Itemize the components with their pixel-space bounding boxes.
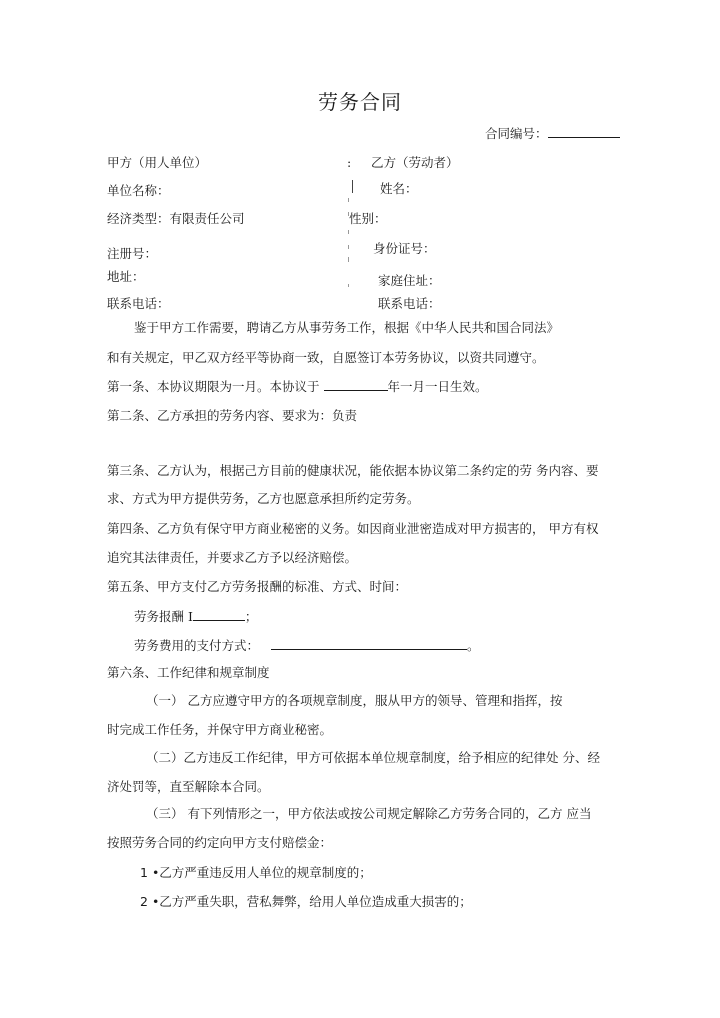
home-address-label: 家庭住址： [378,273,441,288]
payment-method-label: 劳务费用的支付方式： [134,638,260,653]
article-6-clause-1-line-2: 时完成工作任务，并保守甲方商业秘密。 [107,722,333,737]
article-6-clause-3-line-1: （三） 有下列情形之一，甲方依法或按公司规定解除乙方劳务合同的，乙方 应当 [146,806,592,821]
name-label: 姓名： [380,181,418,196]
gender-label: 性别： [349,211,387,226]
list-item [140,894,472,910]
divider-dot [348,230,349,234]
payment-method [134,638,480,654]
intro-line-2: 和有关规定，甲乙双方经平等协商一致，自愿签订本劳务协议，以资共同遵守。 [107,350,545,365]
divider-dot [348,198,349,202]
contract-number-blank [548,126,620,138]
article-1-blank [324,379,388,391]
party-a-header: 甲方（用人单位） [107,155,208,170]
page-title: 劳务合同 [318,90,402,114]
payment-amount-blank [193,609,245,621]
article-6-clause-3-line-2: 按照劳务合同的约定向甲方支付赔偿金： [107,835,333,850]
list-item [140,865,372,881]
article-1-text-end: 年一月一日生效。 [387,379,488,394]
article-4-line-2: 追究其法律责任，并要求乙方予以经济赔偿。 [107,550,358,565]
party-separator-colon: : [347,155,352,170]
intro-line-1: 鉴于甲方工作需要，聘请乙方从事劳务工作，根据《中华人民共和国合同法》 [134,320,560,335]
payment-amount [134,609,257,625]
economic-type: 经济类型：有限责任公司 [107,211,245,226]
payment-amount-label: 劳务报酬 I [134,609,193,624]
list-item-number: 1 [140,865,148,880]
party-b-header: 乙方（劳动者） [371,155,459,170]
divider-dot [348,245,349,249]
phone-b-label: 联系电话： [378,296,441,311]
divider-dot [348,284,349,287]
payment-method-blank [271,638,467,650]
address-label: 地址： [107,269,145,284]
unit-name-label: 单位名称： [107,183,170,198]
article-6-clause-2-line-1: （二）乙方违反工作纪律，甲方可依据本单位规章制度，给予相应的纪律处 分、经 [146,750,600,765]
article-6-clause-2-line-2: 济处罚等，直至解除本合同。 [107,779,270,794]
payment-amount-end: ； [244,609,258,624]
registration-number-label: 注册号： [107,246,158,261]
column-divider [352,180,353,193]
list-item-text: •乙方严重失职，营私舞弊，给用人单位造成重大损害的； [151,894,472,909]
list-item-number: 2 [140,894,148,909]
id-number-label: 身份证号： [373,241,436,256]
phone-a-label: 联系电话： [107,296,170,311]
article-1 [107,379,488,395]
article-3-line-1: 第三条、乙方认为，根据己方目前的健康状况，能依据本协议第二条约定的劳 务内容、要 [107,463,599,478]
divider-dot [348,257,349,262]
article-2: 第二条、乙方承担的劳务内容、要求为：负责 [107,408,358,423]
payment-method-end: 。 [467,638,480,653]
contract-number-label: 合同编号： [485,126,548,141]
article-4-line-1: 第四条、乙方负有保守甲方商业秘密的义务。如因商业泄密造成对甲方损害的， 甲方有权 [107,521,599,536]
article-3-line-2: 求、方式为甲方提供劳务，乙方也愿意承担所约定劳务。 [107,491,420,506]
article-5: 第五条、甲方支付乙方劳务报酬的标准、方式、时间： [107,579,408,594]
article-6-clause-1-line-1: （一） 乙方应遵守甲方的各项规章制度，服从甲方的领导、管理和指挥，按 [146,693,563,708]
article-6: 第六条、工作纪律和规章制度 [107,665,270,680]
article-1-text: 第一条、本协议期限为一月。本协议于 [107,379,320,394]
list-item-text: •乙方严重违反用人单位的规章制度的； [151,865,372,880]
contract-number [485,126,620,142]
